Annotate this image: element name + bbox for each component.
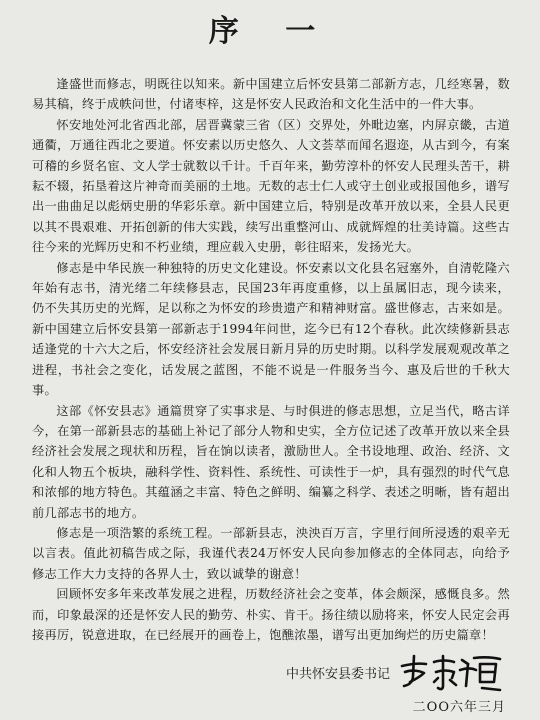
signatory-title: 中共怀安县委书记 <box>285 666 390 682</box>
paragraph: 修志是一项浩繁的系统工程。一部新县志，泱泱百万言，字里行间所浸透的艰辛无以言表。值此初稿告成之际，我谨代表24万怀安人民向参加修志的全体同志，向给予修志工作大力支持的各界人士，致以诚挚的谢意！ <box>32 525 510 581</box>
document-body <box>32 74 510 645</box>
handwritten-signature <box>396 652 506 692</box>
paragraph: 怀安地处河北省西北部，居晋冀蒙三省（区）交界处，外毗边塞，内屏京畿，古道通衢，万通往西北之要道。怀安素以历史悠久、人文荟萃而闻名遐迩，从古到今，有案可稽的乡贤名宦、文人学士就数以千计。千百年来，勤劳淳朴的怀安人民理头苦干，耕耘不辍，拓垦着这片神奇而美丽的土地。无数的志士仁人或守土创业或报国他乡，谱写出一曲曲足以彪炳史册的华彩乐章。新中国建立后，特别是改革开放以来，全县人民更以其不畏艰难、开拓创新的伟大实践，续写出重整河山、成就辉煌的壮美诗篇。这些古往今来的光辉历史和不朽业绩，理应载入史册，彰往昭来，发扬光大。 <box>32 117 510 255</box>
signature-block <box>0 652 506 692</box>
paragraph: 修志是中华民族一种独特的历史文化建设。怀安素以文化县名冠塞外，自清乾隆六年始有志书，清光绪二年续修县志，民国23年再度重修，以上虽属旧志，现今读来，仍不失其历史的光辉，足以称之为怀安的珍贵遗产和精神财富。盛世修志，古来如是。新中国建立后怀安县第一部新志于1994年问世，迄今已有12个春秋。此次续修新县志适逢党的十六大之后，怀安经济社会发展日新月异的历史时期。以科学发展观观改革之进程，书社会之变化，话发展之蓝图，不能不说是一件服务当今、惠及后世的千秋大事。 <box>32 260 510 398</box>
document-date: 二OO六年三月 <box>412 700 506 715</box>
paragraph: 逢盛世而修志，明既往以知来。新中国建立后怀安县第二部新方志，几经寒暑，数易其稿，终于成帙问世，付诸枣梓，这是怀安人民政治和文化生活中的一件大事。 <box>32 77 510 112</box>
paragraph: 这部《怀安县志》通篇贯穿了实事求是、与时俱进的修志思想，立足当代，略古详今，在第一部新县志的基础上补记了部分人物和史实，全方位记述了改革开放以来全县经济社会发展之现状和历程，旨在饷以读者，激励世人。全书设地理、政治、经济、文化和人物五个板块，融科学性、资料性、系统性、可读性于一炉，具有强烈的时代气息和浓郁的地方特色。其蕴涵之丰富、特色之鲜明、编纂之科学、表述之明晰，皆有超出前几部志书的地方。 <box>32 403 510 520</box>
page-title: 序 一 <box>208 14 334 49</box>
paragraph: 回顾怀安多年来改革发展之进程，历数经济社会之变革，体会颇深，感慨良多。然而，印象最深的还是怀安人民的勤劳、朴实、肯干。扬往绩以励将来，怀安人民定会再接再厉，锐意进取，在已经展开的画卷上，饱醮浓墨，谱写出更加绚烂的历史篇章！ <box>32 587 510 642</box>
